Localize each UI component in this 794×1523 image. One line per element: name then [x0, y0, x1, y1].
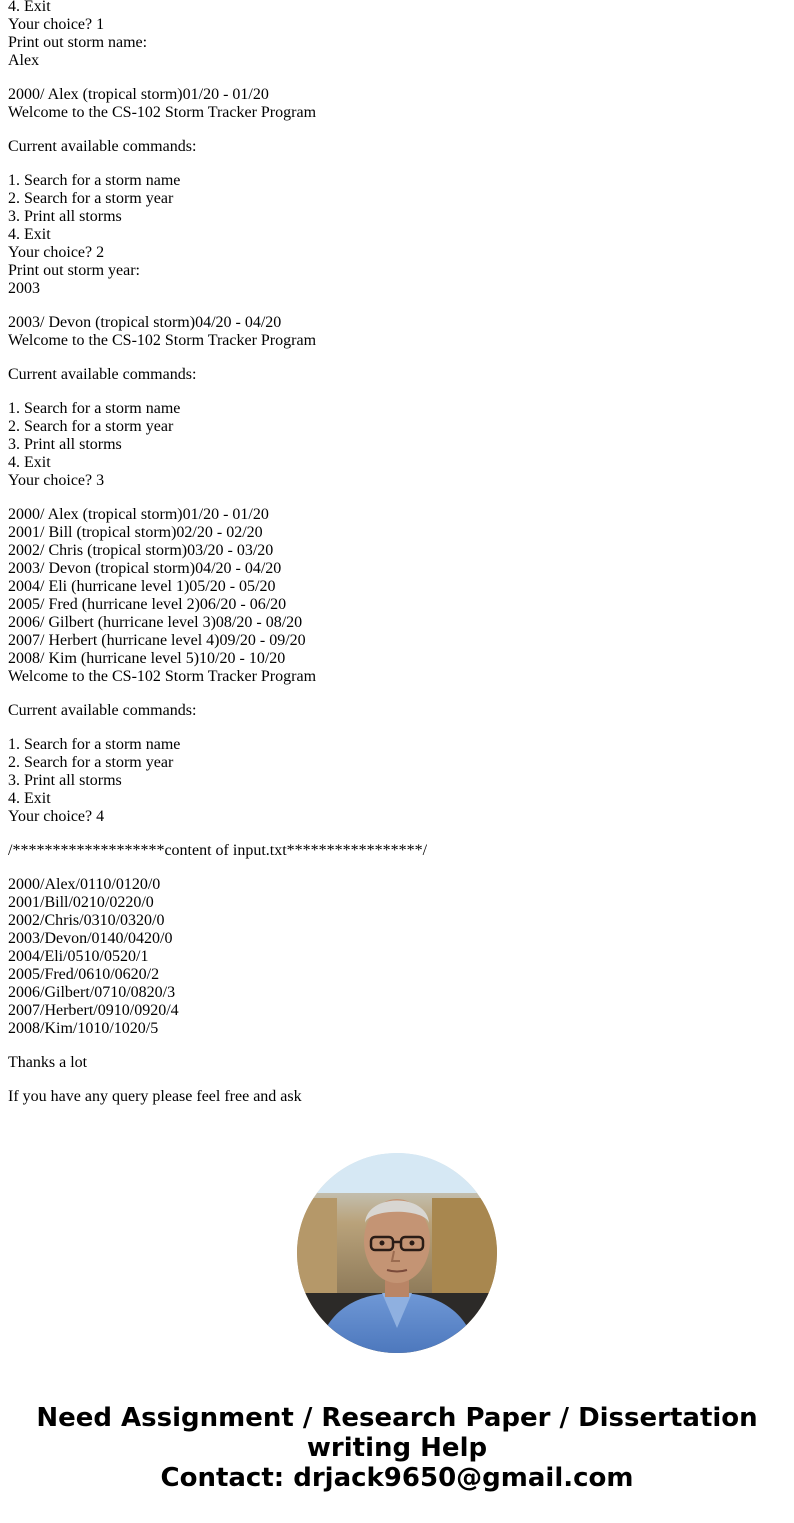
text-line: Alex: [8, 52, 40, 69]
text-line: 2008/ Kim (hurricane level 5)10/20 - 10/20: [8, 650, 286, 667]
text-line: 2001/Bill/0210/0220/0: [8, 894, 154, 911]
text-line: 2002/ Chris (tropical storm)03/20 - 03/20: [8, 542, 274, 559]
paragraph-gap: [8, 1038, 786, 1054]
text-line: 2. Search for a storm year: [8, 418, 174, 435]
text-line: 2007/Herbert/0910/0920/4: [8, 1002, 179, 1019]
text-line: Thanks a lot: [8, 1054, 88, 1071]
text-line: 2000/ Alex (tropical storm)01/20 - 01/20: [8, 86, 269, 103]
promo-footer: [0, 1403, 794, 1493]
text-line: Current available commands:: [8, 138, 197, 155]
text-line: 2006/Gilbert/0710/0820/3: [8, 984, 176, 1001]
text-line: 3. Print all storms: [8, 772, 122, 789]
text-line: Your choice? 4: [8, 808, 105, 825]
text-line: Print out storm year:: [8, 262, 140, 279]
text-line: 4. Exit: [8, 790, 51, 807]
text-line: Print out storm name:: [8, 34, 148, 51]
text-line: 2003/Devon/0140/0420/0: [8, 930, 173, 947]
text-line: 2001/ Bill (tropical storm)02/20 - 02/20: [8, 524, 263, 541]
paragraph-gap: [8, 490, 786, 506]
paragraph-gap: [8, 70, 786, 86]
text-line: Welcome to the CS-102 Storm Tracker Program: [8, 668, 317, 685]
paragraph-gap: [8, 122, 786, 138]
paragraph-gap: [8, 384, 786, 400]
text-line: 2003/ Devon (tropical storm)04/20 - 04/20: [8, 314, 282, 331]
text-line: 2007/ Herbert (hurricane level 4)09/20 - 09/20: [8, 632, 306, 649]
text-line: Your choice? 3: [8, 472, 105, 489]
text-line: Welcome to the CS-102 Storm Tracker Program: [8, 104, 317, 121]
text-line: 2004/Eli/0510/0520/1: [8, 948, 149, 965]
text-line: 1. Search for a storm name: [8, 400, 181, 417]
text-line: 2005/ Fred (hurricane level 2)06/20 - 06/20: [8, 596, 287, 613]
portrait-image: [297, 1153, 497, 1353]
text-line: If you have any query please feel free and ask: [8, 1088, 302, 1105]
text-line: Your choice? 2: [8, 244, 105, 261]
paragraph-gap: [8, 298, 786, 314]
text-line: 2000/ Alex (tropical storm)01/20 - 01/20: [8, 506, 269, 523]
paragraph-gap: [8, 860, 786, 876]
document-body: [8, 0, 786, 1106]
text-line: 2000/Alex/0110/0120/0: [8, 876, 161, 893]
text-line: Current available commands:: [8, 702, 197, 719]
paragraph-gap: [8, 350, 786, 366]
text-line: 2003/ Devon (tropical storm)04/20 - 04/20: [8, 560, 282, 577]
text-line: 3. Print all storms: [8, 208, 122, 225]
text-line: 2008/Kim/1010/1020/5: [8, 1020, 159, 1037]
paragraph-gap: [8, 826, 786, 842]
text-line: 2004/ Eli (hurricane level 1)05/20 - 05/20: [8, 578, 276, 595]
text-line: 1. Search for a storm name: [8, 736, 181, 753]
footer-line-1: Need Assignment / Research Paper / Dissertation: [36, 1403, 758, 1433]
paragraph-gap: [8, 720, 786, 736]
text-line: 2003: [8, 280, 40, 297]
footer-line-2: writing Help: [306, 1433, 488, 1463]
text-line: 2. Search for a storm year: [8, 754, 174, 771]
text-line: Your choice? 1: [8, 16, 105, 33]
text-line: 4. Exit: [8, 226, 51, 243]
footer-contact: Contact: drjack9650@gmail.com: [160, 1463, 634, 1493]
text-line: 3. Print all storms: [8, 436, 122, 453]
text-line: 2. Search for a storm year: [8, 190, 174, 207]
text-line: Welcome to the CS-102 Storm Tracker Program: [8, 332, 317, 349]
paragraph-gap: [8, 1072, 786, 1088]
text-line: 2006/ Gilbert (hurricane level 3)08/20 - 08/20: [8, 614, 303, 631]
text-line: 4. Exit: [8, 0, 51, 15]
paragraph-gap: [8, 156, 786, 172]
author-photo: [297, 1153, 497, 1353]
text-line: Current available commands:: [8, 366, 197, 383]
text-line: 2005/Fred/0610/0620/2: [8, 966, 160, 983]
text-line: 4. Exit: [8, 454, 51, 471]
paragraph-gap: [8, 686, 786, 702]
text-line: 1. Search for a storm name: [8, 172, 181, 189]
text-line: 2002/Chris/0310/0320/0: [8, 912, 165, 929]
text-line: /*******************content of input.txt*****************/: [8, 842, 428, 859]
